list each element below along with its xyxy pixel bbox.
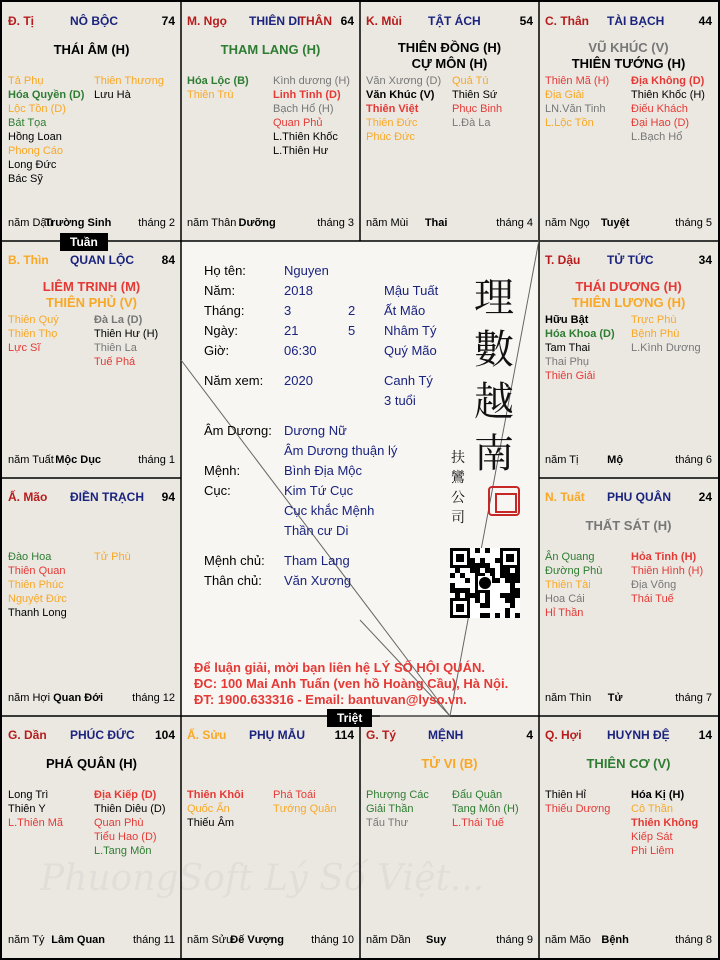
minor-star: Thiên Thương [94, 75, 165, 87]
palace-footer [366, 934, 533, 948]
footer-year: năm Tý [8, 934, 45, 946]
view-year-value: 2020 [284, 373, 313, 388]
footer-month: tháng 1 [138, 454, 175, 466]
footer-month: tháng 6 [675, 454, 712, 466]
calligraphy-char: 南 [474, 431, 514, 477]
minor-stars-left [8, 313, 59, 355]
palace-number: 114 [334, 728, 354, 742]
minor-star: Tam Thai [545, 342, 591, 354]
footer-stage: Bệnh [601, 934, 629, 946]
year-label: Năm: [204, 283, 236, 298]
minor-star: Ân Quang [545, 551, 595, 563]
footer-month: tháng 9 [496, 934, 533, 946]
minor-star: Kiếp Sát [631, 831, 673, 843]
minor-star: Bạch Hổ (H) [273, 103, 334, 115]
main-star: THAM LANG (H) [220, 42, 321, 57]
main-stars [360, 756, 539, 772]
minor-star: Bệnh Phù [631, 328, 680, 340]
palace-number: 44 [698, 14, 712, 28]
palace-number: 24 [698, 490, 712, 504]
main-stars [539, 40, 718, 72]
year-value: 2018 [284, 283, 313, 298]
minor-star: Cô Thần [631, 803, 673, 815]
minor-star: Thanh Long [8, 607, 67, 619]
cuc-note: Cục khắc Mệnh [284, 503, 375, 518]
main-stars [539, 279, 718, 311]
minor-star: L.Lộc Tồn [545, 117, 594, 129]
minor-stars-right [631, 313, 701, 355]
minor-star: Hóa Lộc (B) [187, 75, 249, 87]
palace-p-ty [360, 716, 539, 958]
than-chu-label: Thân chủ: [204, 573, 262, 588]
palace-header [366, 728, 533, 744]
minor-stars-right [631, 788, 698, 858]
minor-star: LN.Văn Tinh [545, 103, 606, 115]
hour-can: Quý Mão [384, 343, 437, 358]
footer-year: năm Hợi [8, 692, 51, 704]
minor-star: Thiên Thọ [8, 328, 58, 340]
minor-star: Đại Hao (D) [631, 117, 690, 129]
minor-star: Nguyệt Đức [8, 593, 67, 605]
minor-star: Quả Tú [452, 75, 489, 87]
minor-star: Phá Toái [273, 789, 316, 801]
hour-label: Giờ: [204, 343, 230, 358]
minor-star: Lộc Tồn (D) [8, 103, 66, 115]
company-seal-text: 扶 鸞 公 司 [451, 450, 465, 526]
minor-star: Quốc Ấn [187, 803, 230, 815]
main-stars [2, 279, 181, 311]
palace-name: THIÊN DI [249, 14, 301, 28]
footer-stage: Suy [426, 934, 447, 946]
name-label: Họ tên: [204, 263, 246, 278]
minor-star: Kình dương (H) [273, 75, 350, 87]
menh-value: Bình Địa Mộc [284, 463, 363, 478]
palace-number: 14 [698, 728, 712, 742]
palace-p-than [539, 2, 718, 241]
palace-footer [545, 934, 712, 948]
footer-month: tháng 4 [496, 217, 533, 229]
palace-name: NÔ BỘC [70, 14, 118, 28]
minor-stars-left [545, 313, 615, 383]
minor-star: Tiểu Hao (D) [94, 831, 157, 843]
palace-footer [8, 217, 175, 231]
minor-stars-left [8, 550, 67, 620]
minor-star: Tướng Quân [273, 803, 337, 815]
calligraphy-title [466, 272, 522, 480]
day-can: Nhâm Tý [384, 323, 437, 338]
qr-code[interactable] [450, 548, 520, 618]
amduong-label: Âm Dương: [204, 423, 272, 438]
palace-branch: G. Tý [366, 728, 397, 742]
palace-p-mui [360, 2, 539, 241]
main-star: TỬ VI (B) [421, 756, 478, 771]
palace-footer [8, 692, 175, 706]
minor-star: Phong Cáo [8, 145, 64, 157]
minor-stars-left [545, 550, 602, 620]
palace-branch: T. Dậu [545, 253, 581, 267]
palace-branch: K. Mùi [366, 14, 402, 28]
palace-header [366, 14, 533, 30]
palace-header [8, 253, 175, 269]
minor-star: Hóa Quyền (D) [8, 89, 85, 101]
main-stars [360, 40, 539, 72]
palace-footer [8, 454, 175, 468]
footer-month: tháng 12 [132, 692, 175, 704]
footer-stage: Mộ [607, 454, 624, 466]
palace-name: TÀI BẠCH [607, 14, 665, 28]
cuc-label: Cục: [204, 483, 231, 498]
footer-stage: Dưỡng [238, 217, 276, 229]
palace-number: 64 [340, 14, 354, 28]
contact-line-2: ĐC: 100 Mai Anh Tuấn (ven hồ Hoàng Cầu), Hà Nội. [194, 676, 509, 691]
palace-header [545, 253, 712, 269]
palace-p-dau [2, 2, 181, 241]
minor-star: Thiên Khốc (H) [631, 89, 705, 101]
footer-stage: Mộc Dục [55, 454, 102, 466]
amduong-value: Dương Nữ [284, 423, 347, 438]
minor-star: Thai Phụ [545, 356, 590, 368]
footer-year: năm Dần [366, 934, 411, 946]
minor-star: Thiên Y [8, 803, 46, 815]
day-label: Ngày: [204, 323, 238, 338]
main-star: THÁI DƯƠNG (H) [575, 279, 682, 294]
minor-star: Đẩu Quân [452, 789, 503, 801]
palace-header [8, 728, 175, 744]
minor-stars-right [94, 550, 131, 564]
minor-stars-right [94, 74, 164, 102]
palace-p-dan [2, 716, 181, 958]
minor-star: Hồng Loan [8, 131, 62, 143]
palace-footer [187, 217, 354, 231]
main-star: VŨ KHÚC (V) [588, 40, 669, 55]
minor-stars-left [8, 788, 63, 830]
footer-month: tháng 3 [317, 217, 354, 229]
palace-header [187, 728, 354, 744]
menh-label: Mệnh: [204, 463, 241, 478]
cuc-value: Kim Tứ Cục [284, 483, 354, 498]
minor-star: Thiên Không [631, 817, 699, 829]
main-star: THIÊN TƯỚNG (H) [571, 56, 686, 71]
minor-stars-right [273, 788, 337, 816]
minor-star: Thiên Giải [545, 370, 596, 382]
minor-star: Hóa Khoa (D) [545, 328, 615, 340]
minor-star: Địa Kiếp (D) [94, 789, 157, 801]
minor-star: Tang Môn (H) [452, 803, 519, 815]
minor-star: Linh Tinh (D) [273, 89, 341, 101]
triet-marker: Triệt [327, 709, 372, 727]
minor-star: Hữu Bật [545, 314, 589, 326]
palace-p-mao [2, 478, 181, 716]
footer-month: tháng 7 [675, 692, 712, 704]
footer-stage: Thai [424, 217, 448, 229]
footer-stage: Trường Sinh [44, 217, 112, 229]
palace-footer [187, 934, 354, 948]
minor-star: Tấu Thư [366, 817, 409, 829]
minor-star: Thiên Khôi [187, 789, 244, 801]
minor-star: Thiên Hỉ [545, 789, 586, 801]
main-stars [539, 518, 718, 534]
palace-header [187, 14, 354, 30]
than-marker: THÂN [298, 14, 332, 28]
minor-star: Thiên Trù [187, 89, 234, 101]
minor-star: Thiên Mã (H) [545, 75, 610, 87]
footer-year: năm Mùi [366, 217, 409, 229]
main-stars [2, 756, 181, 772]
palace-name: PHỤ MẪU [249, 728, 305, 742]
minor-stars-left [366, 74, 441, 144]
minor-star: Đào Hoa [8, 551, 52, 563]
minor-star: Bác Sỹ [8, 173, 43, 185]
view-year-label: Năm xem: [204, 373, 264, 388]
palace-number: 104 [154, 728, 175, 742]
main-stars [181, 42, 360, 58]
month-value: 3 [284, 303, 292, 318]
minor-star: Thiên Diêu (D) [94, 803, 166, 815]
footer-year: năm Dậu [8, 217, 53, 229]
minor-star: Lưu Hà [94, 89, 131, 101]
minor-star: Quan Phù [94, 817, 144, 829]
palace-name: PHÚC ĐỨC [70, 728, 135, 742]
minor-star: L.Kình Dương [631, 342, 701, 354]
minor-star: L.Đà La [452, 117, 491, 129]
minor-star: Thiên Hư (H) [94, 328, 159, 340]
palace-number: 94 [161, 490, 175, 504]
footer-year: năm Mão [545, 934, 591, 946]
tuan-marker: Tuần [60, 233, 108, 251]
cuc-note-2: Thần cư Di [284, 523, 349, 538]
palace-header [545, 14, 712, 30]
main-star: LIÊM TRINH (M) [42, 279, 141, 294]
than-chu-value: Văn Xương [284, 573, 352, 588]
year-row [204, 283, 235, 298]
name-value: Nguyen [284, 263, 329, 278]
minor-star: Thiên Tài [545, 579, 591, 591]
footer-month: tháng 5 [675, 217, 712, 229]
minor-star: Điếu Khách [631, 103, 688, 115]
palace-branch: Q. Hợi [545, 728, 582, 742]
month-label: Tháng: [204, 303, 245, 318]
palace-name: HUYNH ĐỆ [607, 728, 670, 742]
footer-stage: Lâm Quan [51, 934, 106, 946]
minor-star: Hỏa Tinh (H) [631, 551, 697, 563]
day-value: 21 [284, 323, 299, 338]
minor-star: Thiên La [94, 342, 137, 354]
minor-star: Phúc Đức [366, 131, 415, 143]
minor-star: Thiên Sứ [452, 89, 498, 101]
footer-year: năm Thìn [545, 692, 592, 704]
main-star: CỰ MÔN (H) [411, 56, 488, 71]
minor-star: Long Trì [8, 789, 49, 801]
minor-star: L.Bạch Hổ [631, 131, 683, 143]
palace-branch: M. Ngọ [187, 14, 227, 28]
minor-stars-left [187, 788, 244, 830]
footer-stage: Tuyệt [600, 217, 630, 229]
palace-branch: B. Thìn [8, 253, 49, 267]
minor-star: Địa Không (D) [631, 75, 705, 87]
contact-line-1: Để luận giải, mời bạn liên hệ LÝ SỐ HỘI QUÁN. [194, 660, 485, 675]
minor-stars-left [545, 74, 609, 130]
minor-star: Long Đức [8, 159, 57, 171]
minor-star: Lực Sĩ [8, 342, 41, 354]
footer-stage: Quan Đới [53, 692, 104, 704]
palace-footer [366, 217, 533, 231]
minor-star: Văn Khúc (V) [366, 89, 435, 101]
day-lunar: 5 [348, 323, 356, 338]
hour-value: 06:30 [284, 343, 317, 358]
minor-star: Đường Phù [545, 565, 603, 577]
palace-p-hoi [539, 716, 718, 958]
minor-star: Phi Liêm [631, 845, 674, 857]
palace-branch: Ấ. Mão [8, 490, 48, 504]
age-value: 3 tuổi [384, 393, 416, 408]
palace-branch: N. Tuất [545, 490, 585, 504]
minor-star: L.Tang Môn [94, 845, 152, 857]
palace-name: ĐIỀN TRẠCH [70, 490, 144, 504]
calligraphy-char: 數 [474, 327, 514, 373]
palace-name: QUAN LỘC [70, 253, 134, 267]
minor-star: Thiên Quý [8, 314, 59, 326]
month-can: Ất Mão [384, 303, 426, 318]
footer-year: năm Sửu [187, 934, 233, 946]
minor-star: Hỉ Thần [545, 607, 584, 619]
view-year-can: Canh Tý [384, 373, 433, 388]
minor-star: Giải Thần [366, 803, 414, 815]
palace-p-dau2 [539, 241, 718, 478]
minor-star: Thiếu Âm [187, 817, 235, 829]
palace-number: 4 [526, 728, 533, 742]
palace-branch: C. Thân [545, 14, 589, 28]
menh-chu-label: Mệnh chủ: [204, 553, 265, 568]
minor-star: Quan Phủ [273, 117, 323, 129]
minor-star: L.Thái Tuế [452, 817, 504, 829]
minor-star: Thiên Hình (H) [631, 565, 704, 577]
palace-footer [545, 217, 712, 231]
palace-name: MỆNH [428, 728, 464, 742]
minor-stars-right [631, 550, 703, 606]
footer-year: năm Thân [187, 217, 237, 229]
palace-header [545, 490, 712, 506]
watermark [40, 858, 484, 899]
main-star: PHÁ QUÂN (H) [46, 756, 137, 771]
minor-stars-right [452, 74, 502, 130]
palace-number: 54 [519, 14, 533, 28]
palace-header [8, 490, 175, 506]
palace-name: PHU QUÂN [607, 490, 672, 504]
palace-footer [545, 454, 712, 468]
palace-branch: G. Dần [8, 728, 47, 742]
minor-star: Hóa Kị (H) [631, 789, 685, 801]
minor-star: L.Thiên Mã [8, 817, 64, 829]
minor-stars-right [94, 788, 166, 858]
minor-star: Thái Tuế [631, 593, 674, 605]
minor-star: Địa Giải [545, 89, 585, 101]
minor-stars-right [94, 313, 158, 369]
palace-branch: Ấ. Sửu [187, 728, 227, 742]
minor-star: Phượng Các [366, 789, 429, 801]
minor-star: Văn Xương (D) [366, 75, 442, 87]
minor-star: Địa Võng [631, 579, 677, 591]
minor-star: Tử Phù [94, 551, 131, 563]
amduong-note: Âm Dương thuận lý [284, 443, 398, 458]
palace-p-ngo [181, 2, 360, 241]
palace-name: TỬ TỨC [607, 253, 654, 267]
footer-year: năm Tuất [8, 454, 54, 466]
menh-chu-value: Tham Lang [284, 553, 350, 568]
palace-p-suu [181, 716, 360, 958]
contact-line-3: ĐT: 1900.633316 - Email: bantuvan@lyso.vn. [194, 692, 467, 707]
calligraphy-char: 理 [474, 275, 514, 321]
minor-stars-right [631, 74, 705, 144]
footer-stage: Tử [607, 692, 623, 704]
minor-star: Tả Phụ [8, 75, 44, 87]
main-star: THẤT SÁT (H) [585, 518, 672, 533]
main-star: THIÊN LƯƠNG (H) [571, 295, 686, 310]
red-seal [488, 486, 520, 516]
minor-star: Phục Binh [452, 103, 503, 115]
main-star: THIÊN ĐỒNG (H) [397, 40, 502, 55]
minor-star: L.Thiên Hư [273, 145, 329, 157]
minor-stars-left [545, 788, 610, 816]
minor-star: L.Thiên Khốc [273, 131, 338, 143]
footer-month: tháng 11 [132, 934, 175, 946]
main-stars [2, 42, 181, 58]
main-star: THÁI ÂM (H) [53, 42, 130, 57]
minor-star: Hoa Cái [545, 593, 585, 605]
palace-number: 34 [698, 253, 712, 267]
minor-star: Tuế Phá [94, 356, 136, 368]
minor-stars-left [187, 74, 249, 102]
palace-footer [545, 692, 712, 706]
minor-star: Thiên Đức [366, 117, 418, 129]
minor-star: Bát Tọa [8, 117, 47, 129]
footer-stage: Đế Vượng [230, 934, 284, 946]
footer-month: tháng 8 [675, 934, 712, 946]
main-star: THIÊN PHỦ (V) [46, 295, 137, 310]
month-lunar: 2 [348, 303, 356, 318]
palace-branch: Đ. Tị [8, 14, 34, 28]
minor-star: Thiên Việt [366, 103, 419, 115]
palace-name: TẬT ÁCH [428, 14, 481, 28]
minor-stars-left [8, 74, 84, 186]
main-star: THIÊN CƠ (V) [586, 756, 671, 771]
palace-number: 74 [161, 14, 175, 28]
minor-star: Trực Phù [631, 314, 677, 326]
minor-star: Thiên Quan [8, 565, 66, 577]
minor-stars-right [273, 74, 350, 158]
palace-header [545, 728, 712, 744]
name-row [204, 263, 329, 278]
minor-star: Đà La (D) [94, 314, 143, 326]
minor-star: Thiên Phúc [8, 579, 64, 591]
year-can: Mậu Tuất [384, 283, 439, 298]
footer-year: năm Tị [545, 454, 579, 466]
minor-stars-left [366, 788, 429, 830]
palace-header [8, 14, 175, 30]
footer-month: tháng 2 [138, 217, 175, 229]
main-stars [539, 756, 718, 772]
minor-stars-right [452, 788, 519, 830]
calligraphy-char: 越 [474, 379, 514, 425]
footer-year: năm Ngọ [545, 217, 590, 229]
palace-p-thin [2, 241, 181, 478]
palace-p-tuat [539, 478, 718, 716]
palace-number: 84 [161, 253, 175, 267]
footer-month: tháng 10 [311, 934, 354, 946]
minor-star: Thiếu Dương [545, 803, 611, 815]
palace-footer [8, 934, 175, 948]
